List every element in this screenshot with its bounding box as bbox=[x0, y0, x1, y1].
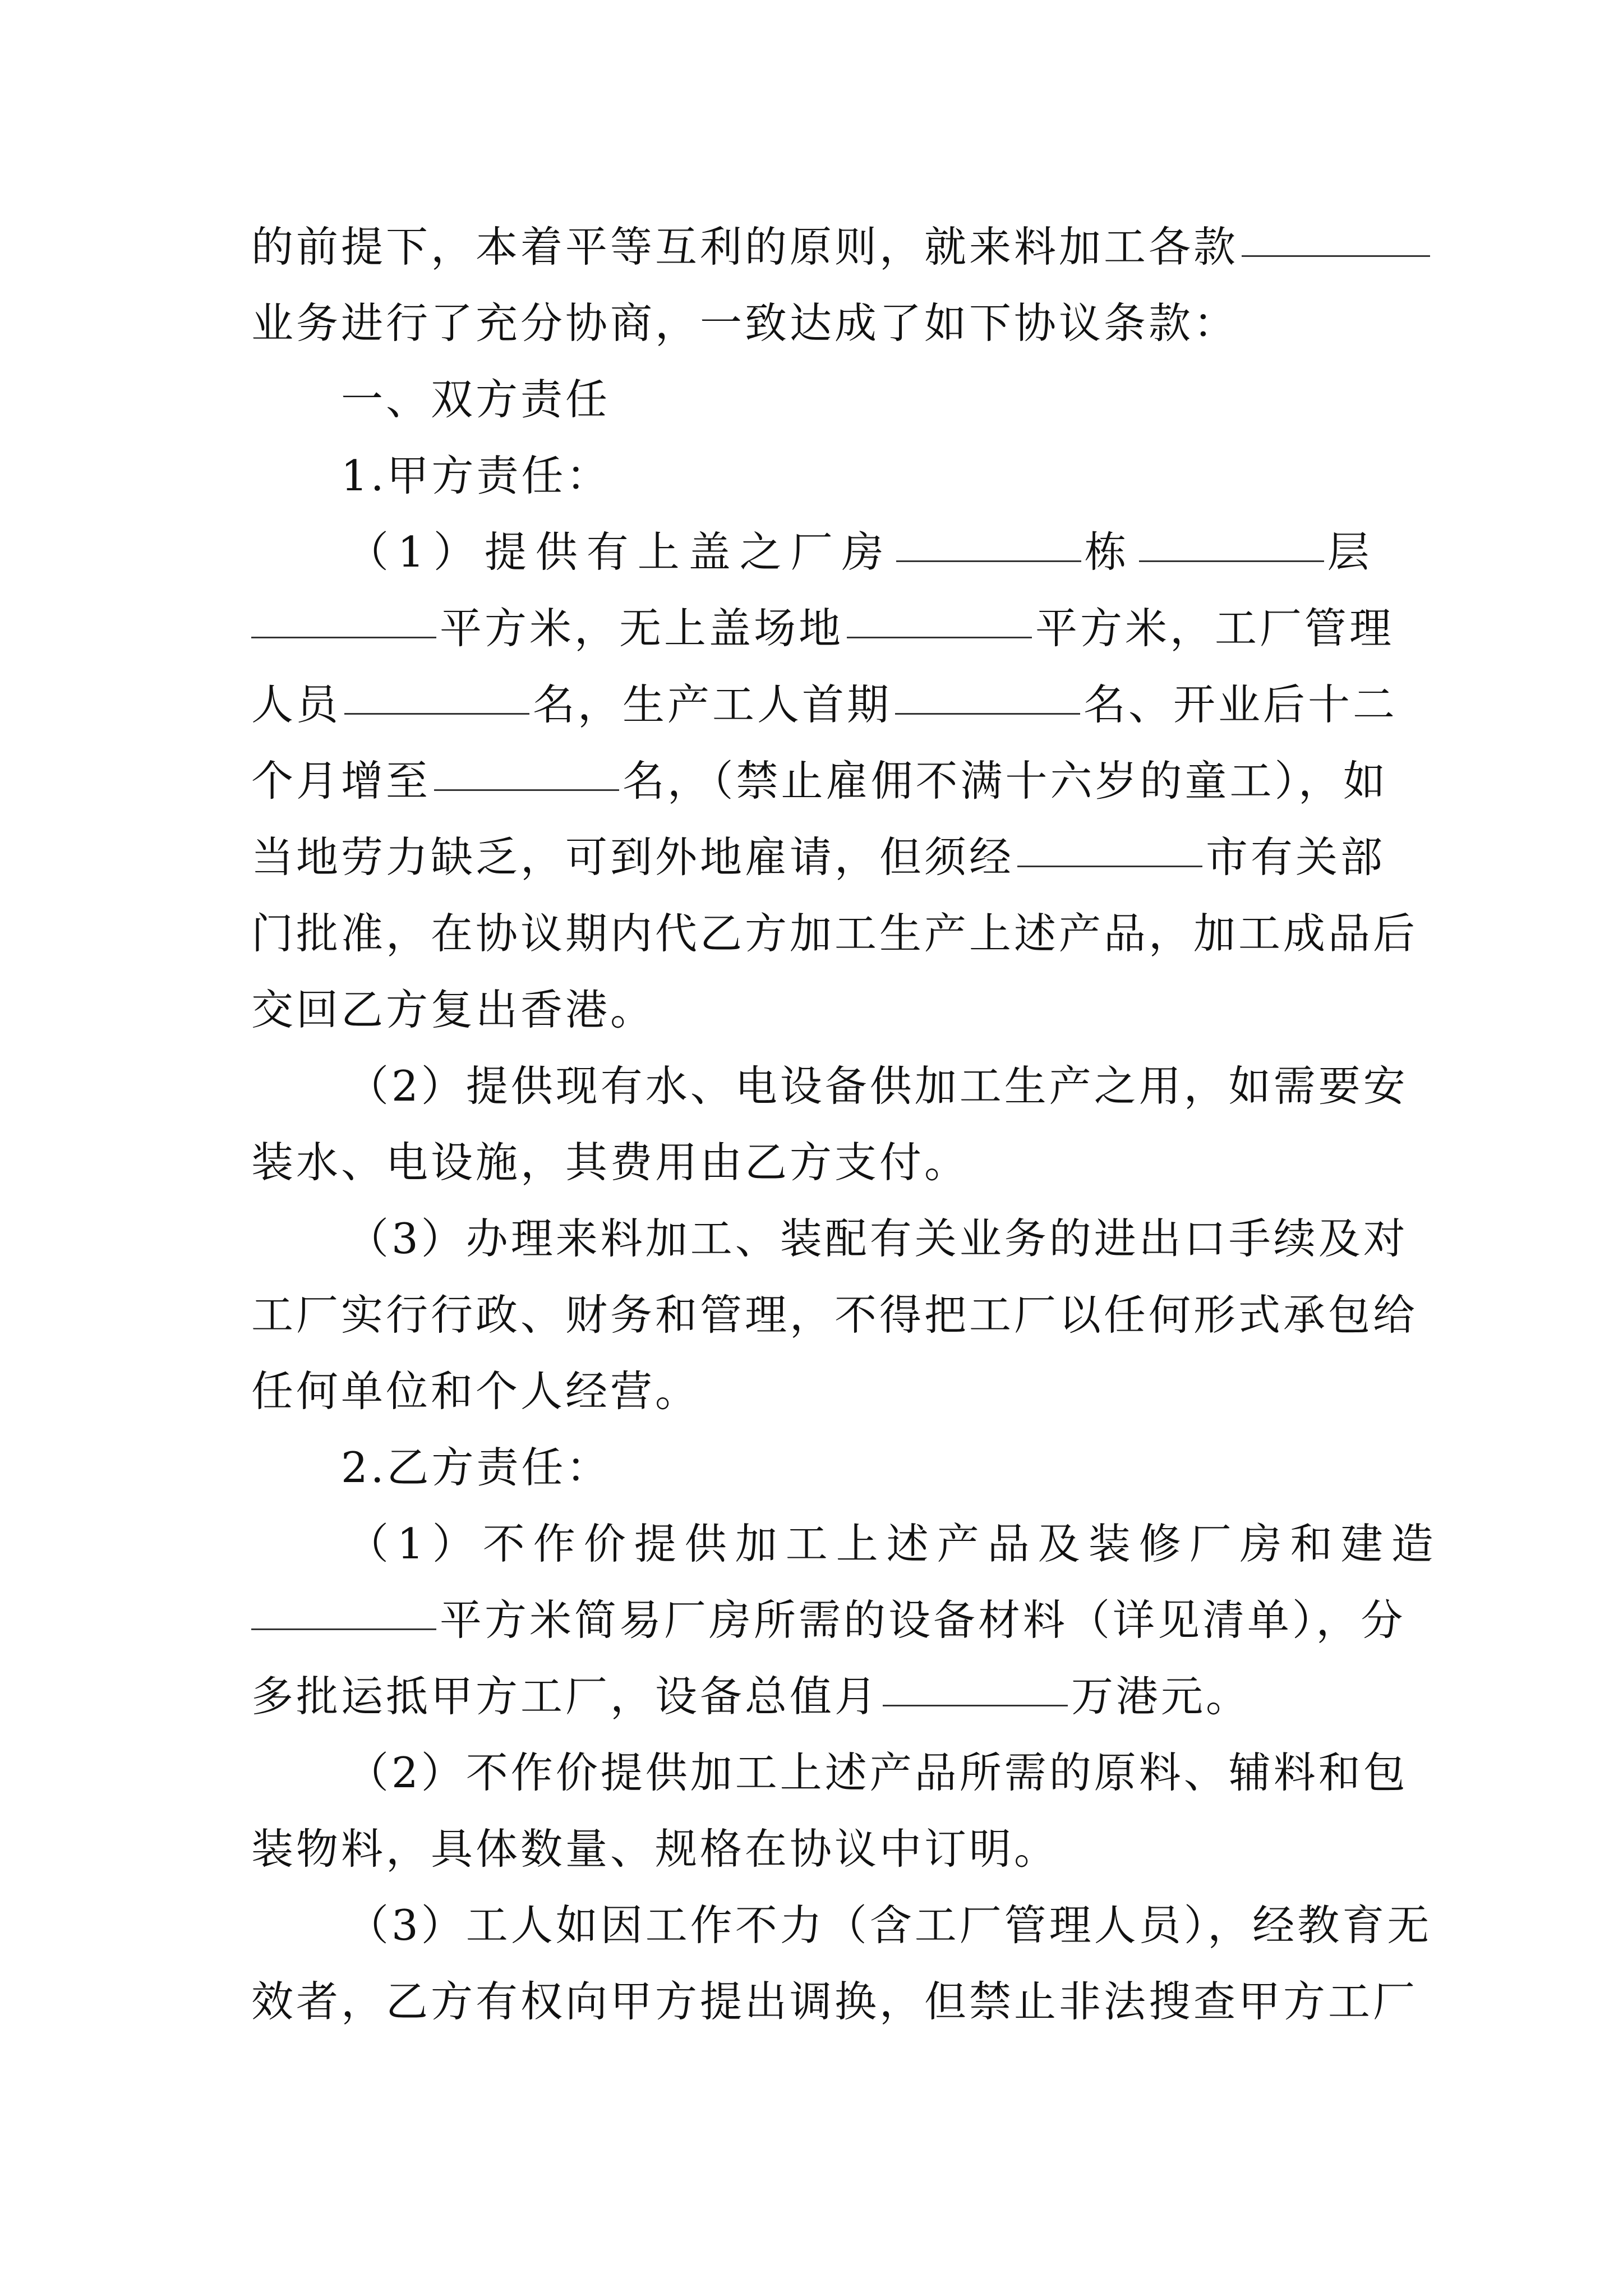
paragraph-line: 多批运抵甲方工厂，设备总值月 万港元。 bbox=[251, 1672, 1251, 1721]
paragraph-line: 的前提下，本着平等互利的原则，就来料加工各款 bbox=[251, 209, 1384, 285]
fill-blank bbox=[344, 712, 529, 715]
fill-blank bbox=[1139, 560, 1324, 562]
fill-blank bbox=[434, 789, 619, 791]
paragraph-line: 装物料，具体数量、规格在协议中订明。 bbox=[251, 1824, 1059, 1874]
paragraph-line: 装水、电设施，其费用由乙方支付。 bbox=[251, 1138, 970, 1187]
paragraph-line: 效者，乙方有权向甲方提出调换，但禁止非法搜查甲方工厂 bbox=[251, 1977, 1418, 2026]
subsection-heading: 1.甲方责任： bbox=[341, 451, 611, 500]
paragraph-line: 人员 名，生产工人首期 名、开业后十二 bbox=[251, 680, 1398, 729]
paragraph-line: （3）工人如因工作不力（含工厂管理人员），经教育无 bbox=[347, 1901, 1432, 1950]
paragraph-line: （2）不作价提供加工上述产品所需的原料、辅料和包 bbox=[347, 1748, 1408, 1797]
paragraph-line: 平方米，无上盖场地 平方米，工厂管理 bbox=[251, 590, 1384, 666]
paragraph-line: 工厂实行行政、财务和管理，不得把工厂以任何形式承包给 bbox=[251, 1290, 1418, 1340]
fill-blank bbox=[895, 712, 1080, 715]
paragraph-line: 当地劳力缺乏，可到外地雇请，但须经 市有关部 bbox=[251, 832, 1386, 882]
fill-blank bbox=[251, 636, 436, 638]
fill-blank bbox=[1242, 255, 1430, 257]
paragraph-line: 任何单位和个人经营。 bbox=[251, 1366, 700, 1416]
fill-blank bbox=[1017, 865, 1202, 867]
paragraph-line: 平方米简易厂房所需的设备材料（详见清单），分 bbox=[251, 1582, 1384, 1658]
fill-blank bbox=[883, 1704, 1068, 1706]
subsection-heading: 2.乙方责任： bbox=[341, 1443, 611, 1492]
fill-blank bbox=[251, 1628, 436, 1630]
paragraph-line: 门批准，在协议期内代乙方加工生产上述产品，加工成品后 bbox=[251, 909, 1418, 958]
paragraph-line: 业务进行了充分协商，一致达成了如下协议条款： bbox=[251, 298, 1239, 348]
paragraph-line: 个月增至 名，（禁止雇佣不满十六岁的童工），如 bbox=[251, 756, 1389, 806]
section-heading: 一、双方责任 bbox=[341, 375, 611, 424]
paragraph-line: （2）提供现有水、电设备供加工生产之用，如需要安 bbox=[347, 1061, 1408, 1111]
paragraph-line: （1）不作价提供加工上述产品及装修厂房和建造 bbox=[347, 1519, 1442, 1568]
paragraph-line: （3）办理来料加工、装配有关业务的进出口手续及对 bbox=[347, 1214, 1408, 1263]
fill-blank bbox=[896, 560, 1081, 562]
document-body bbox=[251, 209, 1442, 2040]
paragraph-line: 交回乙方复出香港。 bbox=[251, 985, 656, 1034]
fill-blank bbox=[847, 636, 1032, 638]
paragraph-line: （1）提供有上盖之厂房 栋 层 bbox=[347, 527, 1378, 577]
